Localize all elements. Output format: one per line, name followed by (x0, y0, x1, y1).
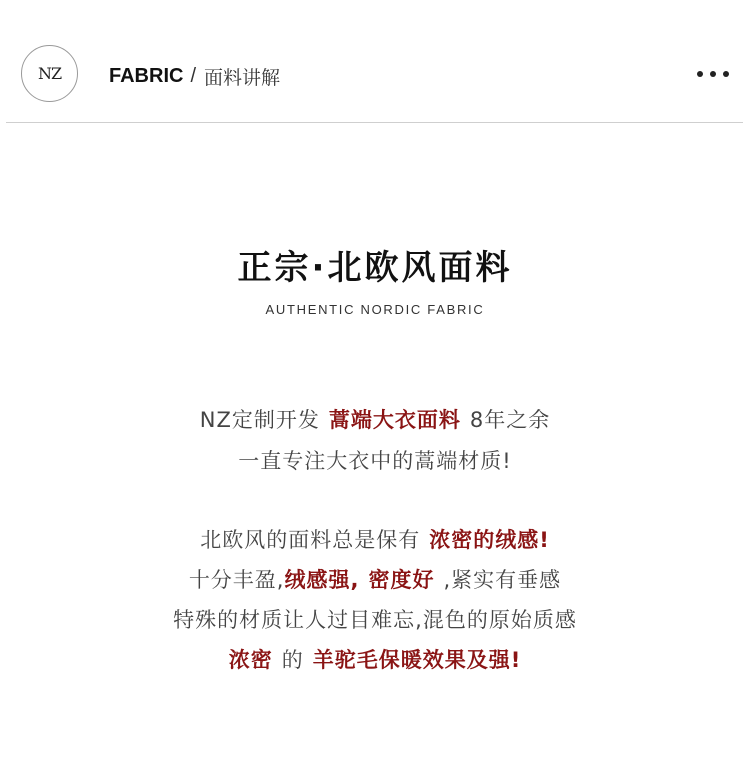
page-subtitle: AUTHENTIC NORDIC FABRIC (265, 302, 485, 317)
feature-text: 十分丰盈, (188, 568, 285, 592)
highlight-text: 浓密 (228, 648, 273, 672)
feature-text: 的 (281, 648, 304, 672)
feature-line-2 (0, 564, 750, 594)
intro-line-1 (0, 404, 750, 434)
more-dot (723, 71, 729, 77)
highlight-text: 羊驼毛保暖效果及强! (312, 648, 522, 672)
intro-text: NZ定制开发 (199, 408, 320, 432)
highlight-text: 密度好 (368, 568, 435, 592)
brand-logo[interactable] (21, 45, 78, 102)
more-options-icon[interactable] (697, 64, 729, 84)
breadcrumb-current: 面料讲解 (204, 66, 281, 89)
more-dot (697, 71, 703, 77)
more-dot (710, 71, 716, 77)
breadcrumb-separator: / (190, 64, 197, 87)
feature-line-4 (0, 644, 750, 674)
intro-line-2 (0, 445, 750, 475)
feature-line-3 (0, 604, 750, 634)
highlight-text: 绒感强, (284, 568, 360, 592)
breadcrumb (109, 62, 280, 90)
feature-text: 北欧风的面料总是保有 (200, 528, 421, 552)
feature-line-1 (0, 524, 750, 554)
highlight-text: 浓密的绒感! (429, 528, 550, 552)
header-bar (0, 0, 750, 123)
highlight-text: 蒿端大衣面料 (328, 408, 461, 432)
logo-text: NZ (37, 64, 62, 83)
header-divider (6, 122, 743, 123)
intro-text: 8年之余 (469, 408, 551, 432)
feature-text: 特殊的材质让人过目难忘,混色的原始质感 (173, 608, 577, 632)
feature-text: ,紧实有垂感 (443, 568, 562, 592)
breadcrumb-main[interactable]: FABRIC (109, 64, 184, 87)
page-title: 正宗·北欧风面料 (237, 248, 513, 288)
intro-text: 一直专注大衣中的蒿端材质! (238, 449, 512, 473)
